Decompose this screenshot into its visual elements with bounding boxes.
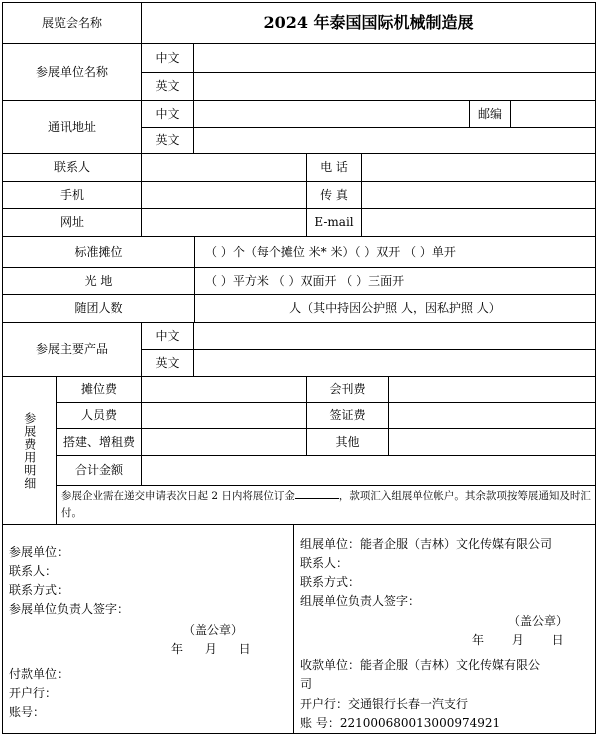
organizer-sign: 组展单位负责人签字： bbox=[300, 594, 421, 608]
payment-note bbox=[56, 485, 596, 525]
contact-person-field[interactable] bbox=[141, 153, 307, 182]
catalog-fee-field[interactable] bbox=[388, 376, 596, 403]
organizer-method: 联系方式： bbox=[300, 575, 361, 589]
address-cn-label: 中文 bbox=[141, 100, 194, 128]
booth-fee-field[interactable] bbox=[141, 376, 307, 403]
deposit-blank[interactable] bbox=[295, 488, 339, 499]
contact-person-label: 联系人 bbox=[2, 153, 142, 182]
exhibitor-method: 联系方式： bbox=[9, 583, 70, 597]
products-label: 参展主要产品 bbox=[2, 322, 142, 377]
exhibitor-seal: （盖公章） bbox=[183, 623, 244, 637]
zip-label: 邮编 bbox=[469, 100, 511, 128]
unit-en-field[interactable] bbox=[193, 72, 596, 101]
personnel-fee-field[interactable] bbox=[141, 402, 307, 429]
unit-name-label: 参展单位名称 bbox=[2, 43, 142, 101]
bare-space-options[interactable]: （ ）平方米 （ ）双面开 （ ）三面开 bbox=[194, 267, 596, 295]
standard-booth-label: 标准摊位 bbox=[2, 236, 195, 268]
fees-label: 参展费用明细 bbox=[2, 376, 57, 525]
email-label: E-mail bbox=[306, 208, 362, 237]
products-cn-label: 中文 bbox=[141, 322, 194, 350]
exhibitor-bank: 开户行： bbox=[9, 686, 58, 700]
exhibitor-account: 账号： bbox=[9, 705, 46, 719]
payment-note-text-b: ，款项汇入组展单位帐户。其余款项按筹展通知及时汇付。 bbox=[61, 490, 591, 519]
fax-label: 传 真 bbox=[306, 181, 362, 209]
bare-space-label: 光 地 bbox=[2, 267, 195, 295]
fax-field[interactable] bbox=[361, 181, 596, 209]
organizer-bank: 开户行：交通银行长春一汽支行 bbox=[300, 697, 469, 711]
total-field[interactable] bbox=[141, 455, 596, 486]
address-label: 通讯地址 bbox=[2, 100, 142, 154]
products-en-field[interactable] bbox=[193, 349, 596, 377]
products-en-label: 英文 bbox=[141, 349, 194, 377]
organizer-payee: 收款单位：能者企服（吉林）文化传媒有限公 bbox=[300, 658, 541, 672]
unit-en-label: 英文 bbox=[141, 72, 194, 101]
organizer-unit: 组展单位：能者企服（吉林）文化传媒有限公司 bbox=[300, 537, 553, 551]
mobile-field[interactable] bbox=[141, 181, 307, 209]
total-label: 合计金额 bbox=[56, 455, 142, 486]
zip-field[interactable] bbox=[510, 100, 596, 128]
phone-label: 电 话 bbox=[306, 153, 362, 182]
products-cn-field[interactable] bbox=[193, 322, 596, 350]
exhibition-title: 2024 年泰国国际机械制造展 bbox=[141, 2, 596, 44]
standard-booth-options[interactable]: （ ）个（每个摊位 米* 米）（ ）双开 （ ）单开 bbox=[194, 236, 596, 268]
organizer-seal: （盖公章） bbox=[508, 614, 569, 628]
address-en-label: 英文 bbox=[141, 127, 194, 154]
organizer-account: 账 号：221000680013000974921 bbox=[300, 716, 501, 730]
exhibitor-unit: 参展单位： bbox=[9, 545, 70, 559]
group-size-label: 随团人数 bbox=[2, 294, 195, 323]
exhibitor-contact: 联系人： bbox=[9, 564, 58, 578]
exhibitor-payer: 付款单位： bbox=[9, 667, 70, 681]
visa-fee-label: 签证费 bbox=[306, 402, 389, 429]
organizer-date: 年 月 日 bbox=[472, 633, 564, 647]
build-fee-field[interactable] bbox=[141, 428, 307, 456]
booth-fee-label: 摊位费 bbox=[56, 376, 142, 403]
address-cn-field[interactable] bbox=[193, 100, 470, 128]
catalog-fee-label: 会刊费 bbox=[306, 376, 389, 403]
unit-cn-field[interactable] bbox=[193, 43, 596, 73]
exhibition-name-label: 展览会名称 bbox=[2, 2, 142, 44]
personnel-fee-label: 人员费 bbox=[56, 402, 142, 429]
visa-fee-field[interactable] bbox=[388, 402, 596, 429]
other-fee-field[interactable] bbox=[388, 428, 596, 456]
mobile-label: 手机 bbox=[2, 181, 142, 209]
exhibitor-sign: 参展单位负责人签字： bbox=[9, 602, 130, 616]
organizer-contact: 联系人： bbox=[300, 556, 349, 570]
exhibitor-block bbox=[2, 524, 294, 734]
organizer-block bbox=[293, 524, 596, 734]
group-size-field[interactable]: 人（其中持因公护照 人，因私护照 人） bbox=[194, 294, 596, 323]
payment-note-text-a: 参展企业需在递交申请表次日起 2 日内将展位订金 bbox=[61, 490, 295, 502]
build-fee-label: 搭建、增租费 bbox=[56, 428, 142, 456]
exhibitor-date: 年 月 日 bbox=[171, 642, 251, 656]
phone-field[interactable] bbox=[361, 153, 596, 182]
website-label: 网址 bbox=[2, 208, 142, 237]
unit-cn-label: 中文 bbox=[141, 43, 194, 73]
organizer-payee-cont: 司 bbox=[300, 677, 313, 691]
website-field[interactable] bbox=[141, 208, 307, 237]
address-en-field[interactable] bbox=[193, 127, 596, 154]
other-fee-label: 其他 bbox=[306, 428, 389, 456]
email-field[interactable] bbox=[361, 208, 596, 237]
